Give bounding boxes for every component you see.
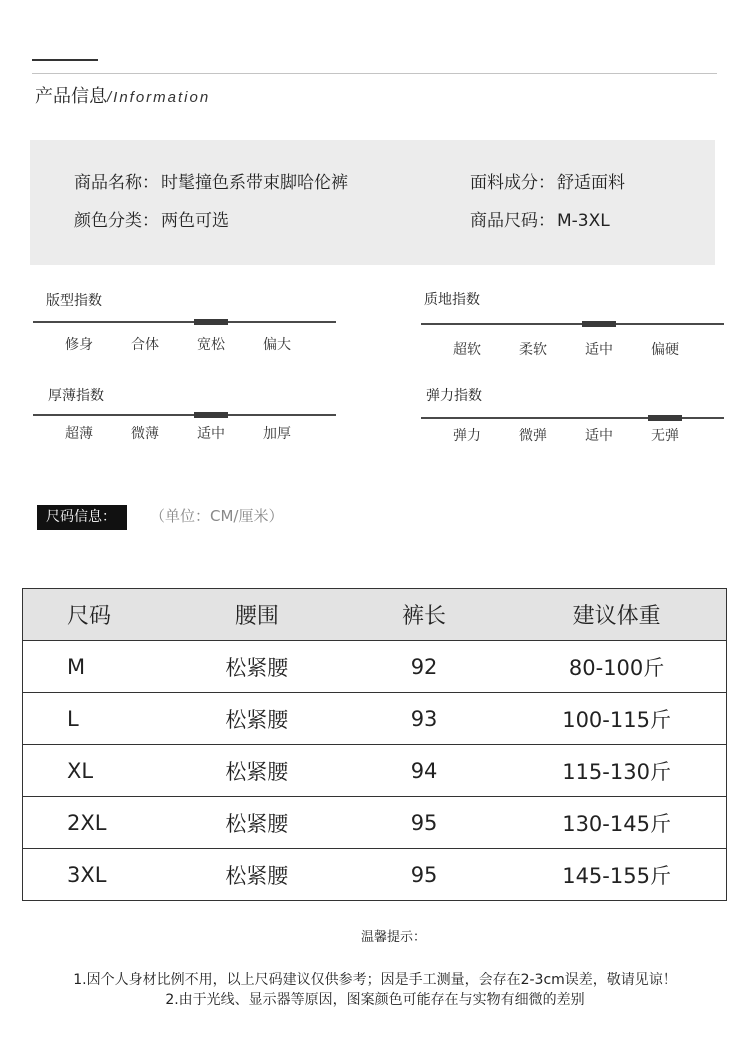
cell-size: XL xyxy=(23,745,173,797)
texture-index-marker-slot xyxy=(434,321,500,327)
fit-index-option: 宽松 xyxy=(197,337,225,353)
fabric-label: 面料成分： xyxy=(470,173,555,193)
elasticity-index-option: 无弹 xyxy=(651,428,679,444)
texture-index-title: 质地指数 xyxy=(424,292,480,308)
table-row xyxy=(23,797,727,849)
cell-length: 95 xyxy=(341,849,507,901)
table-header-row xyxy=(23,589,727,641)
thickness-index-marker-slot xyxy=(112,412,178,418)
table-row xyxy=(23,641,727,693)
elasticity-index-options xyxy=(434,428,698,444)
page-title xyxy=(35,86,210,108)
color-options-value: 两色可选 xyxy=(161,211,229,231)
elasticity-index-marker-slot xyxy=(500,415,566,421)
cell-length: 95 xyxy=(341,797,507,849)
texture-index-markers xyxy=(434,321,698,327)
size-range-value: M-3XL xyxy=(557,211,610,231)
cell-weight: 145-155斤 xyxy=(507,849,726,901)
texture-index-marker-slot xyxy=(632,321,698,327)
fit-index-markers xyxy=(46,319,310,325)
cell-waist: 松紧腰 xyxy=(173,693,341,745)
elasticity-index-option: 微弹 xyxy=(519,428,547,444)
fit-index-marker-slot xyxy=(46,319,112,325)
elasticity-index-marker-slot xyxy=(434,415,500,421)
cell-size: 2XL xyxy=(23,797,173,849)
texture-index-option: 柔软 xyxy=(519,342,547,358)
elasticity-index-marker-slot xyxy=(566,415,632,421)
cell-size: L xyxy=(23,693,173,745)
thickness-index-level-marker xyxy=(178,412,244,418)
size-table xyxy=(22,588,727,901)
elasticity-index-title: 弹力指数 xyxy=(426,388,482,404)
fit-index-level-marker xyxy=(178,319,244,325)
thickness-index-option: 微薄 xyxy=(131,426,159,442)
color-options-label: 颜色分类： xyxy=(74,211,159,231)
texture-index-options xyxy=(434,342,698,358)
product-name xyxy=(74,173,348,193)
header-length: 裤长 xyxy=(341,589,507,641)
cell-waist: 松紧腰 xyxy=(173,745,341,797)
fit-index-options xyxy=(46,337,310,353)
cell-size: M xyxy=(23,641,173,693)
cell-weight: 115-130斤 xyxy=(507,745,726,797)
thickness-index-marker-slot xyxy=(46,412,112,418)
header-size: 尺码 xyxy=(23,589,173,641)
elasticity-index-level-marker xyxy=(632,415,698,421)
elasticity-index-markers xyxy=(434,415,698,421)
texture-index-level-marker xyxy=(566,321,632,327)
thickness-index-markers xyxy=(46,412,310,418)
cell-waist: 松紧腰 xyxy=(173,849,341,901)
texture-index-marker-slot xyxy=(500,321,566,327)
color-options xyxy=(74,211,229,231)
fit-index-title: 版型指数 xyxy=(46,293,102,309)
thickness-index-option: 适中 xyxy=(197,426,225,442)
elasticity-index-option: 适中 xyxy=(585,428,613,444)
thickness-index-title: 厚薄指数 xyxy=(48,388,104,404)
texture-index-option: 偏硬 xyxy=(651,342,679,358)
size-info-label: 尺码信息： xyxy=(37,505,127,530)
product-name-label: 商品名称： xyxy=(74,173,159,193)
texture-index-option: 适中 xyxy=(585,342,613,358)
fabric xyxy=(470,173,625,193)
cell-length: 92 xyxy=(341,641,507,693)
cell-length: 94 xyxy=(341,745,507,797)
page-title-en: /Information xyxy=(107,89,211,106)
thickness-index-options xyxy=(46,426,310,442)
header-weight: 建议体重 xyxy=(507,589,726,641)
table-row xyxy=(23,745,727,797)
cell-waist: 松紧腰 xyxy=(173,797,341,849)
cell-size: 3XL xyxy=(23,849,173,901)
heading-divider xyxy=(32,73,717,74)
heading-accent-rule xyxy=(32,59,98,61)
cell-weight: 100-115斤 xyxy=(507,693,726,745)
fabric-value: 舒适面料 xyxy=(557,173,625,193)
size-range-label: 商品尺码： xyxy=(470,211,555,231)
table-row xyxy=(23,693,727,745)
texture-index xyxy=(421,292,724,358)
texture-index-option: 超软 xyxy=(453,342,481,358)
fit-index xyxy=(33,293,336,353)
thickness-index-marker-slot xyxy=(244,412,310,418)
cell-weight: 80-100斤 xyxy=(507,641,726,693)
fit-index-marker-slot xyxy=(244,319,310,325)
tips-line-2: 2.由于光线、显示器等原因，图案颜色可能存在与实物有细微的差别 xyxy=(165,992,585,1008)
thickness-index-option: 加厚 xyxy=(263,426,291,442)
fit-index-option: 合体 xyxy=(131,337,159,353)
thickness-index xyxy=(33,388,336,442)
size-range xyxy=(470,211,610,231)
table-row xyxy=(23,849,727,901)
product-info-box xyxy=(30,140,715,265)
header-waist: 腰围 xyxy=(173,589,341,641)
cell-weight: 130-145斤 xyxy=(507,797,726,849)
tips-title: 温馨提示： xyxy=(361,930,427,945)
product-name-value: 时髦撞色系带束脚哈伦裤 xyxy=(161,173,348,193)
fit-index-option: 偏大 xyxy=(263,337,291,353)
cell-waist: 松紧腰 xyxy=(173,641,341,693)
tips-line-1: 1.因个人身材比例不用，以上尺码建议仅供参考；因是手工测量，会存在2-3cm误差，敬请见谅！ xyxy=(73,972,677,988)
page-title-cn: 产品信息 xyxy=(35,86,107,107)
fit-index-option: 修身 xyxy=(65,337,93,353)
elasticity-index-option: 弹力 xyxy=(453,428,481,444)
thickness-index-option: 超薄 xyxy=(65,426,93,442)
elasticity-index xyxy=(421,388,724,444)
cell-length: 93 xyxy=(341,693,507,745)
size-info-unit: （单位：CM/厘米） xyxy=(150,507,284,525)
fit-index-marker-slot xyxy=(112,319,178,325)
